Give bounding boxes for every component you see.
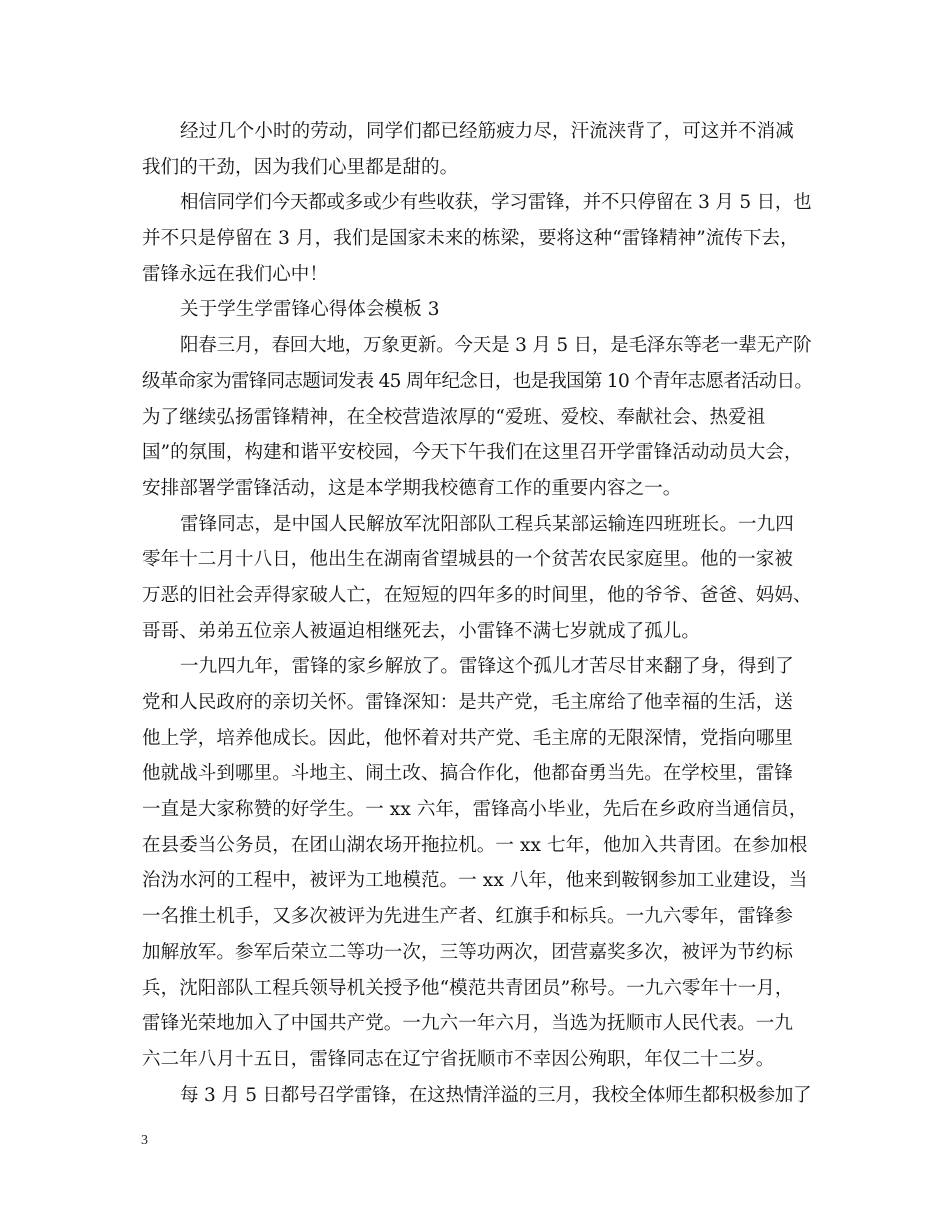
text-line: 相信同学们今天都或多或少有些收获，学习雷锋，并不只停留在 3 月 5 日，也 xyxy=(180,192,812,214)
text-line: 雷锋同志，是中国人民解放军沈阳部队工程兵某部运输连四班班长。一九四 xyxy=(180,513,794,535)
text-line: 雷锋永远在我们心中！ xyxy=(142,263,329,285)
text-line: 阳春三月，春回大地，万象更新。今天是 3 月 5 日，是毛泽东等老一辈无产阶 xyxy=(180,335,812,357)
text-line: 治沩水河的工程中，被评为工地模范。一 xx 八年，他来到鞍钢参加工业建设，当 xyxy=(142,870,808,892)
text-line: 并不只是停留在 3 月，我们是国家未来的栋梁，要将这种“雷锋精神”流传下去， xyxy=(142,228,799,250)
text-line: 万恶的旧社会弄得家破人亡，在短短的四年多的时间里，他的爷爷、爸爸、妈妈、 xyxy=(142,584,812,606)
document-body xyxy=(142,114,813,1113)
text-line: 在县委当公务员，在团山湖农场开拖拉机。一 xx 七年，他加入共青团。在参加根 xyxy=(142,834,808,856)
text-line: 关于学生学雷锋心得体会模板 3 xyxy=(180,299,440,321)
page-number: 3 xyxy=(141,1133,148,1148)
text-line: 六二年八月十五日，雷锋同志在辽宁省抚顺市不幸因公殉职，年仅二十二岁。 xyxy=(142,1048,775,1070)
text-line: 加解放军。参军后荣立二等功一次，三等功两次，团营嘉奖多次，被评为节约标 xyxy=(142,941,794,963)
text-line: 国”的氛围，构建和谐平安校园，今天下午我们在这里召开学雷锋活动动员大会， xyxy=(142,442,803,464)
text-line: 一名推土机手，又多次被评为先进生产者、红旗手和标兵。一九六零年，雷锋参 xyxy=(142,906,794,928)
text-line: 雷锋光荣地加入了中国共产党。一九六一年六月，当选为抚顺市人民代表。一九 xyxy=(142,1013,794,1035)
text-line: 为了继续弘扬雷锋精神，在全校营造浓厚的“爱班、爱校、奉献社会、热爱祖 xyxy=(142,406,766,428)
text-line: 一直是大家称赞的好学生。一 xx 六年，雷锋高小毕业，先后在乡政府当通信员， xyxy=(142,799,808,821)
text-line: 级革命家为雷锋同志题词发表 45 周年纪念日，也是我国第 10 个青年志愿者活动日。 xyxy=(142,370,813,392)
text-line: 哥哥、弟弟五位亲人被逼迫相继死去，小雷锋不满七岁就成了孤儿。 xyxy=(142,620,701,642)
text-line: 每 3 月 5 日都号召学雷锋，在这热情洋溢的三月，我校全体师生都积极参加了 xyxy=(180,1084,812,1106)
text-line: 我们的干劲，因为我们心里都是甜的。 xyxy=(142,156,459,178)
text-line: 他上学，培养他成长。因此，他怀着对共产党、毛主席的无限深情，党指向哪里 xyxy=(142,727,794,749)
text-line: 兵，沈阳部队工程兵领导机关授予他“模范共青团员”称号。一九六零年十一月， xyxy=(142,977,794,999)
text-line: 安排部署学雷锋活动，这是本学期我校德育工作的重要内容之一。 xyxy=(142,477,682,499)
text-line: 党和人民政府的亲切关怀。雷锋深知：是共产党，毛主席给了他幸福的生活，送 xyxy=(142,692,794,713)
text-line: 零年十二月十八日，他出生在湖南省望城县的一个贫苦农民家庭里。他的一家被 xyxy=(142,549,794,571)
text-line: 他就战斗到哪里。斗地主、闹土改、搞合作化，他都奋勇当先。在学校里，雷锋 xyxy=(142,763,794,785)
text-line: 经过几个小时的劳动，同学们都已经筋疲力尽，汗流浃背了，可这并不消减 xyxy=(180,121,794,142)
text-line: 一九四九年，雷锋的家乡解放了。雷锋这个孤儿才苦尽甘来翻了身，得到了 xyxy=(180,656,794,678)
